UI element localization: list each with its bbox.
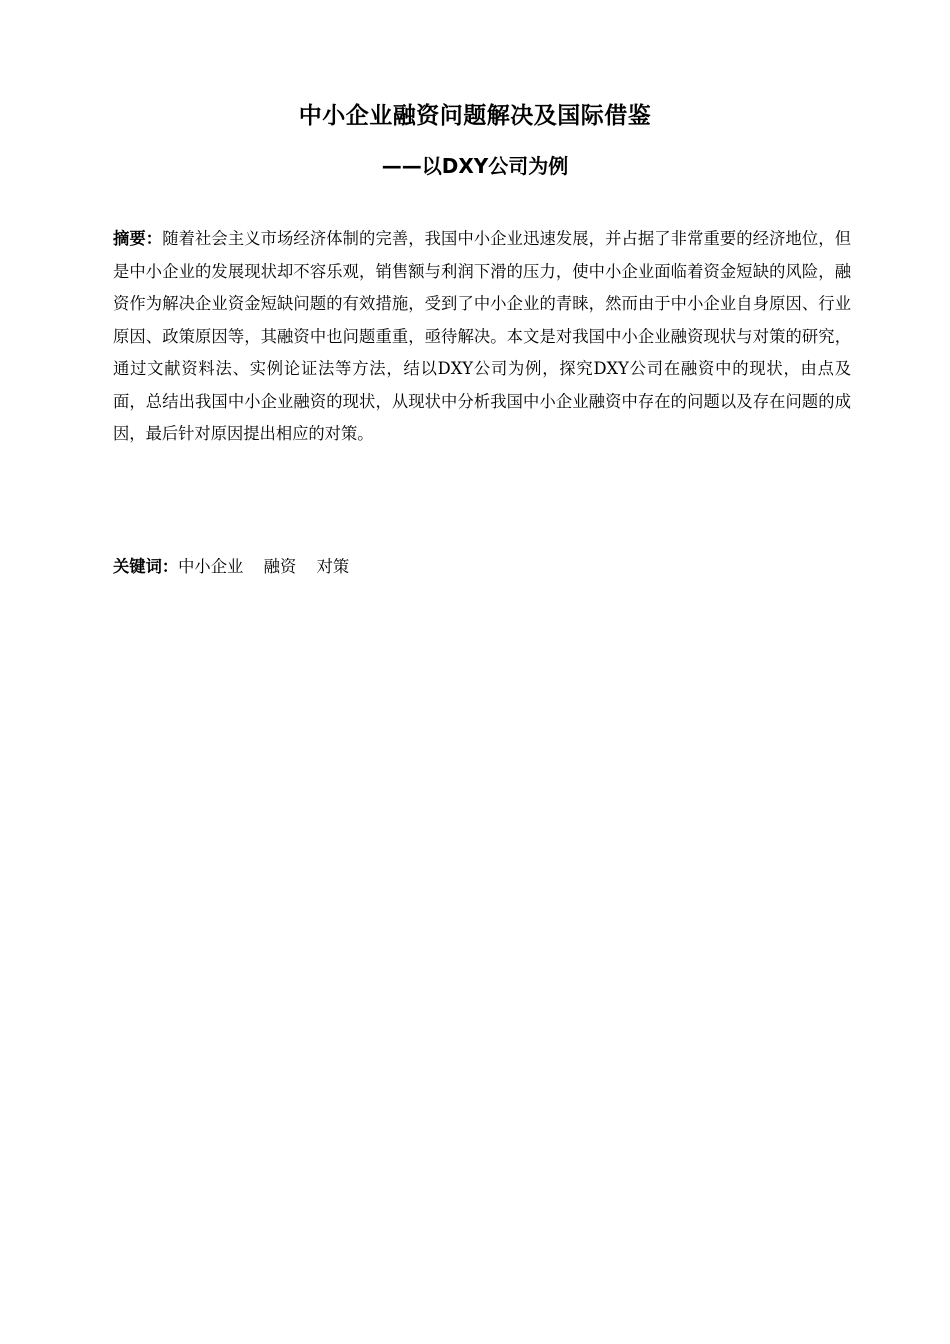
document-title: 中小企业融资问题解决及国际借鉴 (298, 103, 652, 129)
keywords-line (113, 552, 851, 582)
keyword-item: 融资 (263, 557, 297, 576)
keywords-label: 关键词： (113, 557, 179, 576)
keyword-item: 对策 (316, 557, 350, 576)
keyword-item: 中小企业 (178, 557, 244, 576)
abstract-text: 随着社会主义市场经济体制的完善，我国中小企业迅速发展，并占据了非常重要的经济地位，但是中小企业的发展现状却不容乐观，销售额与利润下滑的压力，使中小企业面临着资金短缺的风险，融资作为解决企业资金短缺问题的有效措施，受到了中小企业的青睐，然而由于中小企业自身原因、行业原因、政策原因等，其融资中也问题重重，亟待解决。本文是对我国中小企业融资现状与对策的研究，通过文献资料法、实例论证法等方法，结以DXY公司为例，探究DXY公司在融资中的现状，由点及面，总结出我国中小企业融资的现状，从现状中分析我国中小企业融资中存在的问题以及存在问题的成因，最后针对原因提出相应的对策。 (113, 229, 851, 443)
abstract-paragraph (113, 223, 851, 451)
abstract-label: 摘要： (113, 229, 163, 248)
document-subtitle: ——以DXY公司为例 (381, 154, 569, 178)
